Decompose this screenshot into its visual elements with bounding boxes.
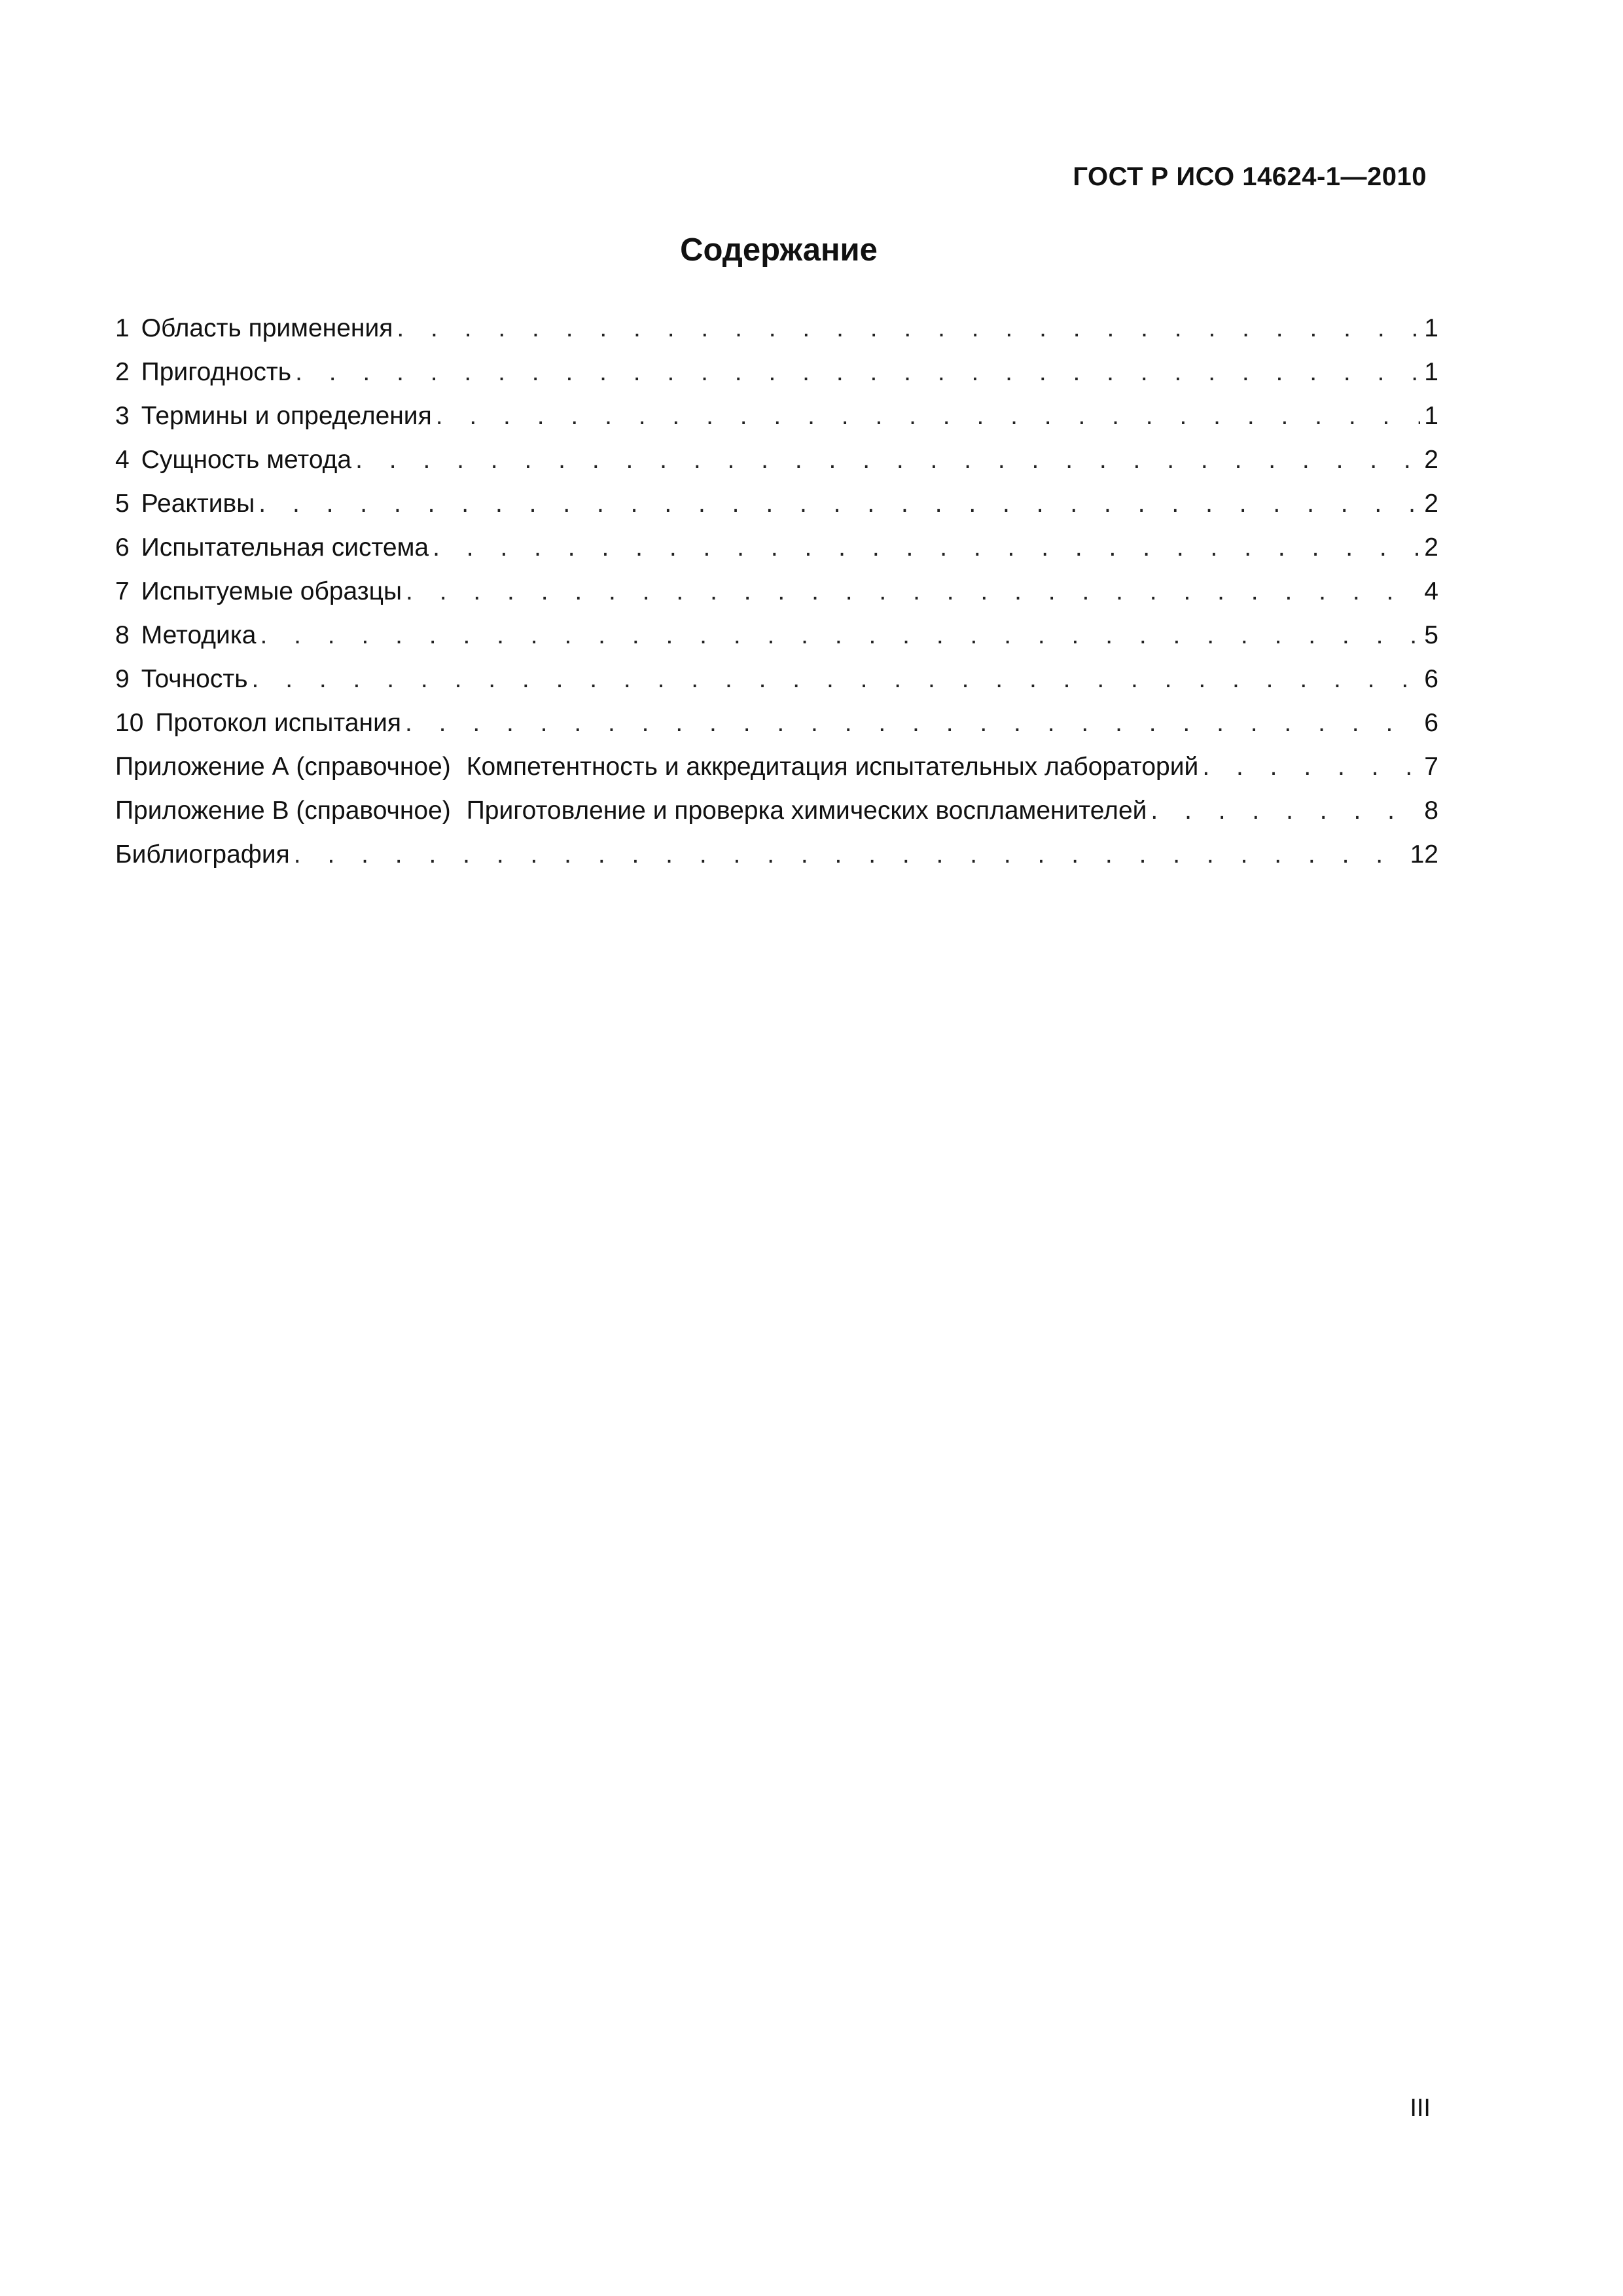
- toc-entry-test-system[interactable]: [115, 531, 1438, 575]
- dot-leader: [436, 400, 1421, 433]
- toc-entry-reagents[interactable]: [115, 488, 1438, 531]
- toc-entry-title: Точность: [141, 665, 248, 693]
- annex-title: Компетентность и аккредитация испытательных лабораторий: [466, 753, 1199, 781]
- toc-entry-number: 7: [115, 577, 130, 605]
- toc-entry-title: Область применения: [141, 314, 393, 342]
- toc-entry-principle[interactable]: [115, 444, 1438, 488]
- toc-entry-title: Испытательная система: [141, 533, 429, 562]
- toc-entry-page: 7: [1424, 753, 1438, 781]
- toc-entry-page: 5: [1424, 621, 1438, 649]
- toc-title: Содержание: [680, 232, 878, 268]
- toc-entry-title: Испытуемые образцы: [141, 577, 402, 605]
- toc-entry-page: 6: [1424, 665, 1438, 693]
- bibliography-title: Библиография: [115, 840, 290, 869]
- toc-entry-number: 1: [115, 314, 130, 342]
- toc-entry-title: Методика: [141, 621, 257, 649]
- page-number: III: [1410, 2094, 1431, 2122]
- toc-entry-number: 9: [115, 665, 130, 693]
- toc-entry-number: 8: [115, 621, 130, 649]
- toc-entry-annex-b[interactable]: [115, 795, 1438, 838]
- toc-entry-title: Пригодность: [141, 358, 292, 386]
- toc-entry-number: 6: [115, 533, 130, 562]
- dot-leader: [1150, 795, 1420, 827]
- toc-entry-test-report[interactable]: [115, 707, 1438, 751]
- toc-entry-title: Сущность метода: [141, 446, 352, 474]
- toc-entry-procedure[interactable]: [115, 619, 1438, 663]
- dot-leader: [433, 531, 1420, 564]
- document-code: ГОСТ Р ИСО 14624-1—2010: [1073, 162, 1427, 191]
- toc-entry-title: Реактивы: [141, 490, 255, 518]
- dot-leader: [406, 575, 1420, 608]
- toc-entry-page: 2: [1424, 446, 1438, 474]
- toc-entry-number: 4: [115, 446, 130, 474]
- toc-entry-page: 6: [1424, 709, 1438, 737]
- toc-entry-precision[interactable]: [115, 663, 1438, 707]
- toc-entry-number: 5: [115, 490, 130, 518]
- toc-entry-title: Протокол испытания: [155, 709, 401, 737]
- toc-entry-page: 1: [1424, 402, 1438, 430]
- toc-entry-number: 3: [115, 402, 130, 430]
- toc-entry-annex-a[interactable]: [115, 751, 1438, 795]
- dot-leader: [252, 663, 1421, 696]
- dot-leader: [355, 444, 1420, 476]
- toc-entry-applicability[interactable]: [115, 356, 1438, 400]
- toc-entry-number: 10: [115, 709, 144, 737]
- toc-entry-page: 4: [1424, 577, 1438, 605]
- dot-leader: [259, 488, 1420, 520]
- toc-entry-bibliography[interactable]: [115, 838, 1438, 882]
- toc-entry-page: 1: [1424, 358, 1438, 386]
- toc-entry-page: 2: [1424, 490, 1438, 518]
- toc-entry-test-specimens[interactable]: [115, 575, 1438, 619]
- annex-label: Приложение В (справочное): [115, 797, 451, 825]
- annex-label: Приложение А (справочное): [115, 753, 451, 781]
- dot-leader: [397, 312, 1420, 345]
- table-of-contents: [115, 312, 1438, 882]
- dot-leader: [294, 838, 1406, 871]
- dot-leader: [405, 707, 1420, 740]
- toc-entry-page: 8: [1424, 797, 1438, 825]
- toc-entry-number: 2: [115, 358, 130, 386]
- toc-entry-page: 2: [1424, 533, 1438, 562]
- dot-leader: [295, 356, 1420, 389]
- dot-leader: [1202, 751, 1420, 783]
- toc-entry-page: 12: [1410, 840, 1438, 869]
- annex-title: Приготовление и проверка химических воспламенителей: [466, 797, 1147, 825]
- toc-entry-page: 1: [1424, 314, 1438, 342]
- toc-entry-title: Термины и определения: [141, 402, 432, 430]
- toc-entry-terms[interactable]: [115, 400, 1438, 444]
- dot-leader: [260, 619, 1420, 652]
- toc-entry-scope[interactable]: [115, 312, 1438, 356]
